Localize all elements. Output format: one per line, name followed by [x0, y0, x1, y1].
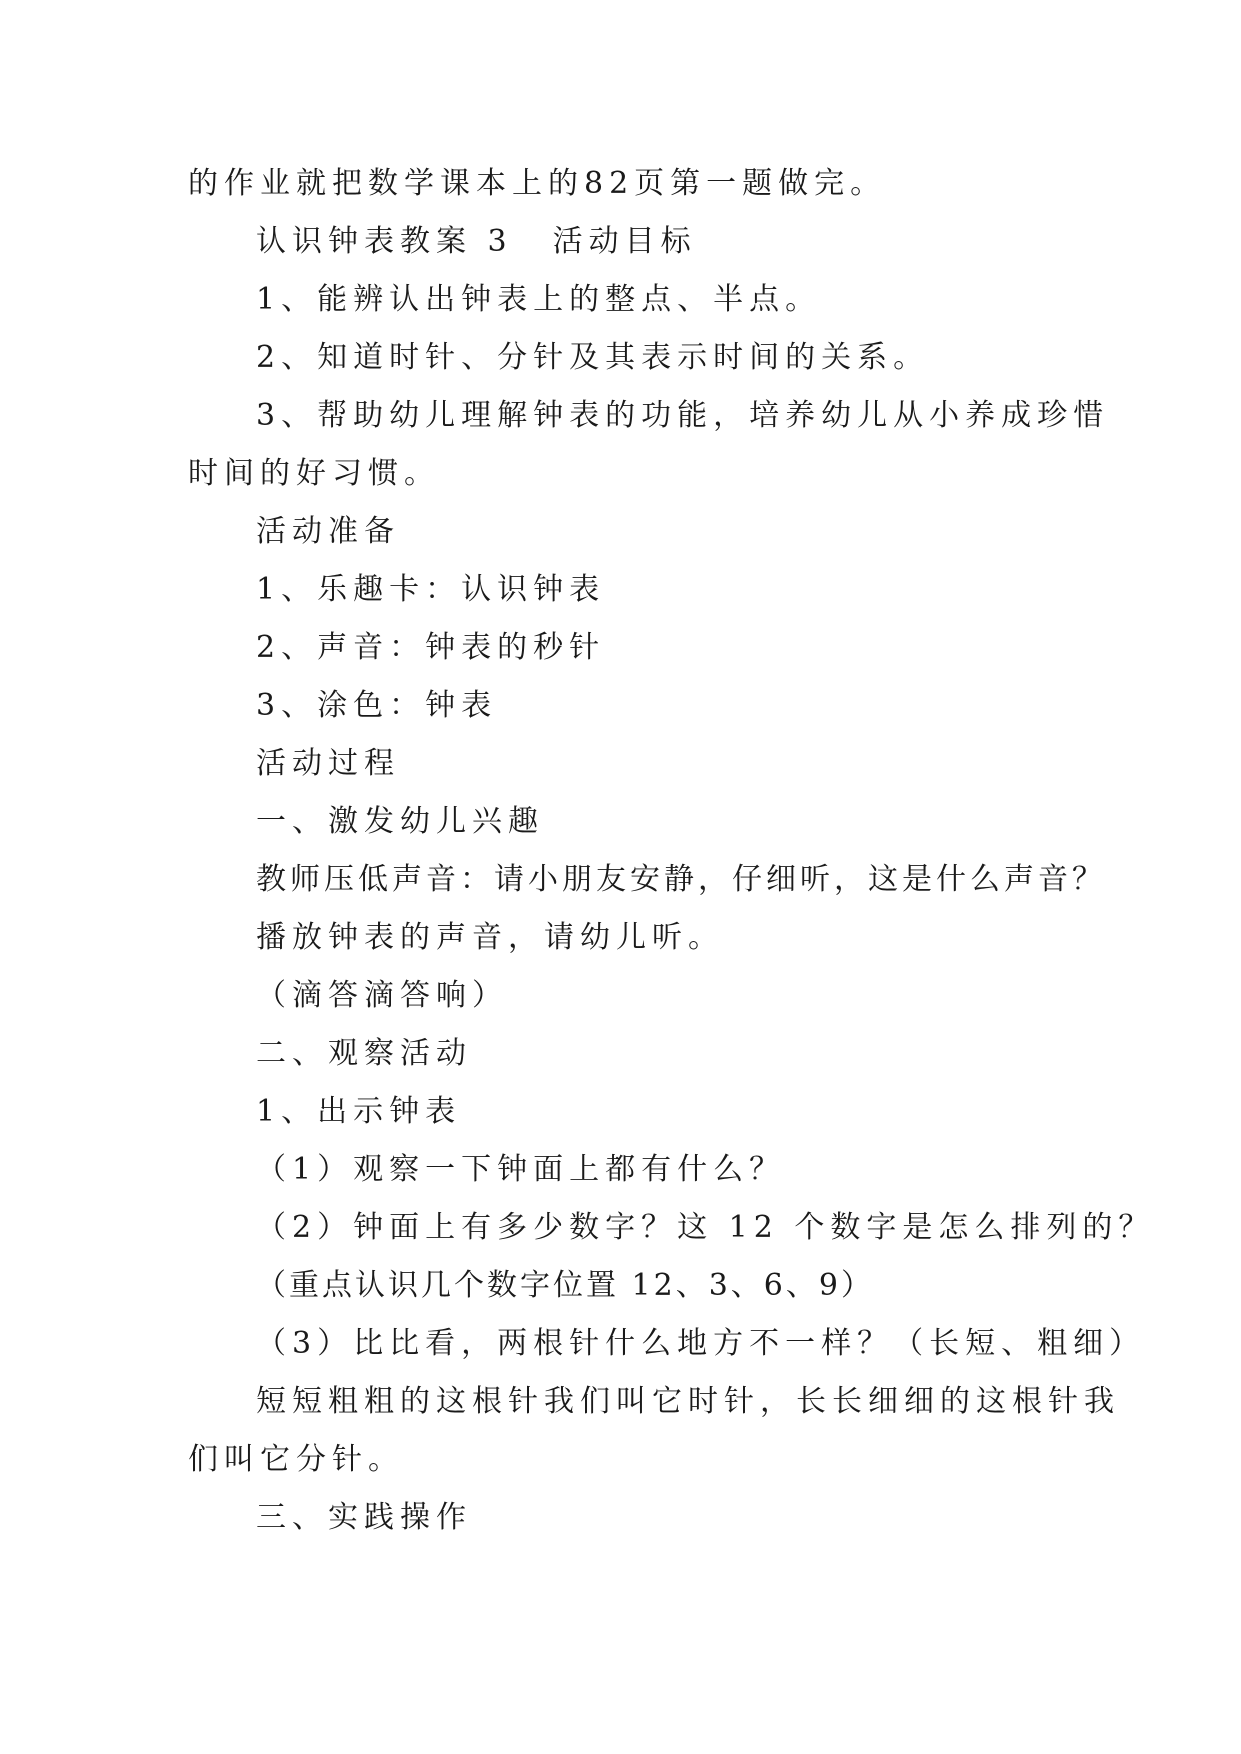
text-line: 二、观察活动 — [256, 1036, 472, 1071]
text-line: 1、出示钟表 — [256, 1094, 462, 1129]
text-line: 短短粗粗的这根针我们叫它时针，长长细细的这根针我 — [256, 1384, 1120, 1419]
text-line: 1、能辨认出钟表上的整点、半点。 — [256, 282, 822, 317]
text-line: （3）比比看，两根针什么地方不一样？（长短、粗细） — [256, 1326, 1146, 1361]
text-line: 教师压低声音：请小朋友安静，仔细听，这是什么声音？ — [256, 862, 1106, 897]
section-title — [256, 224, 697, 260]
text-line: 时间的好习惯。 — [188, 456, 440, 491]
text-line: 3、涂色：钟表 — [256, 688, 498, 723]
text-line: 播放钟表的声音，请幼儿听。 — [256, 920, 724, 955]
text-line: 的作业就把数学课本上的82页第一题做完。 — [188, 166, 887, 201]
text-line: （1）观察一下钟面上都有什么？ — [256, 1152, 786, 1187]
text-line: （2）钟面上有多少数字？这 12 个数字是怎么排列的？ — [256, 1210, 1155, 1245]
heading-process: 活动过程 — [256, 746, 400, 781]
text-line: （重点认识几个数字位置 12、3、6、9） — [256, 1268, 874, 1303]
text-line: 1、乐趣卡：认识钟表 — [256, 572, 606, 607]
objectives-heading: 活动目标 — [552, 224, 697, 259]
lesson-title: 认识钟表教案 3 — [256, 224, 513, 259]
text-line: 3、帮助幼儿理解钟表的功能，培养幼儿从小养成珍惜 — [256, 398, 1110, 433]
text-line: 们叫它分针。 — [188, 1442, 404, 1477]
text-line: （滴答滴答响） — [256, 978, 508, 1013]
text-line: 一、激发幼儿兴趣 — [256, 804, 544, 839]
heading-preparation: 活动准备 — [256, 514, 400, 549]
text-line: 2、声音：钟表的秒针 — [256, 630, 606, 665]
text-line: 2、知道时针、分针及其表示时间的关系。 — [256, 340, 930, 375]
text-line: 三、实践操作 — [256, 1500, 472, 1535]
